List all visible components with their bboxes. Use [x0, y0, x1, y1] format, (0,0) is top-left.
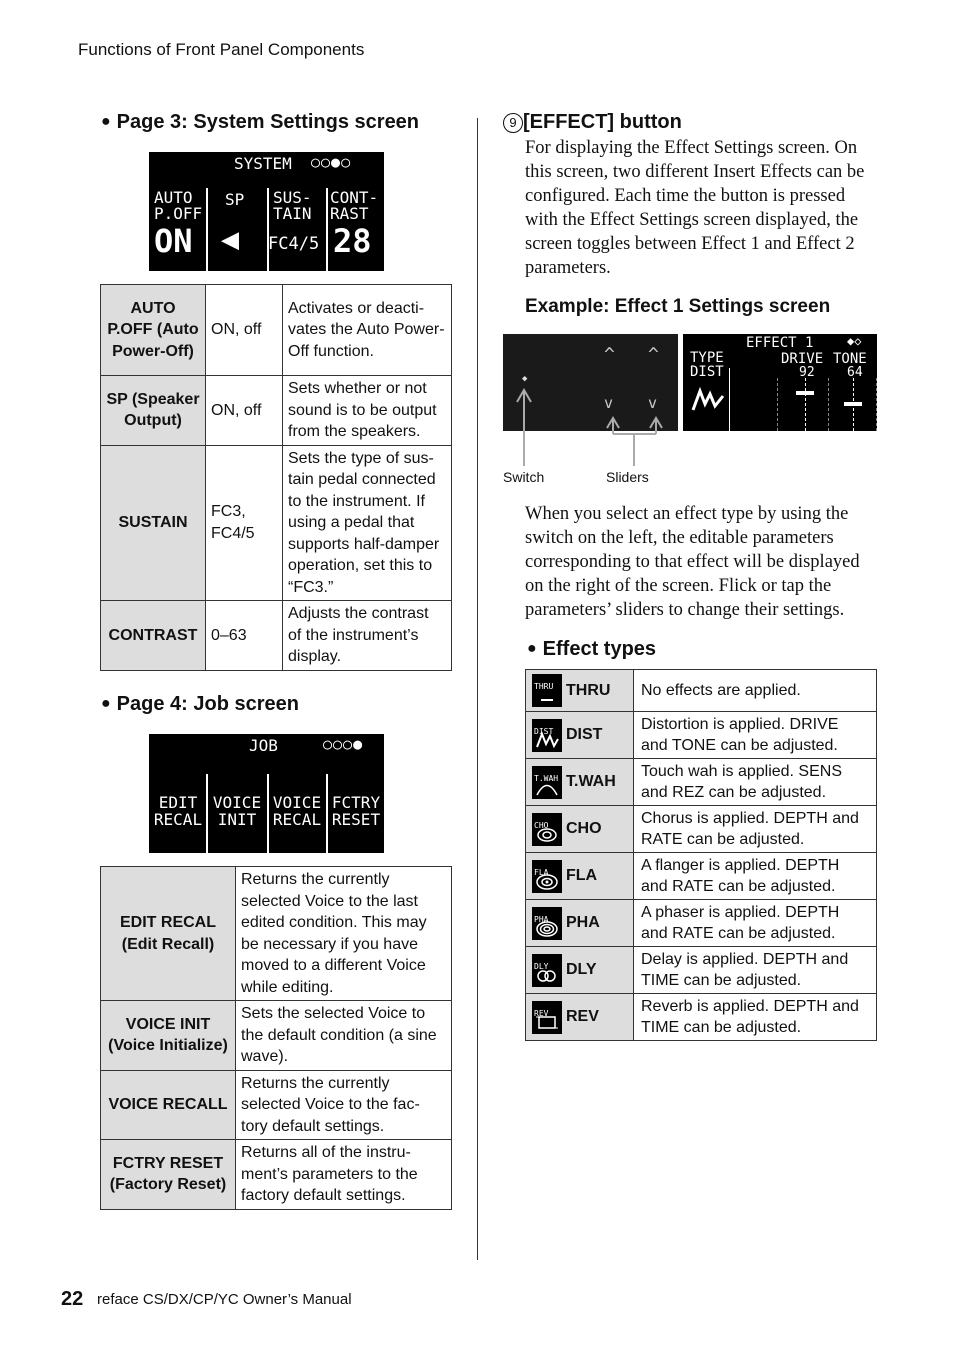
lcd-page-dots: ○○●○ — [311, 153, 352, 171]
effect-name: THRU — [562, 670, 634, 712]
param-values: FC3, FC4/5 — [206, 445, 283, 601]
lcd-title: SYSTEM — [234, 154, 292, 173]
lcd-voice-init: VOICE INIT — [212, 793, 262, 829]
flanger-icon: FLA — [526, 853, 563, 900]
effect-desc: A flanger is applied. DEPTH and RATE can be adjusted. — [634, 853, 877, 900]
effect-types-heading — [527, 638, 656, 661]
job-table — [100, 866, 452, 1210]
job-desc: Returns the currently selected Voice to the last edited condition. This may be necessary if you have moved to a different Voice while editing. — [236, 867, 452, 1001]
table-row — [526, 712, 877, 759]
page3-title: Page 3: System Settings screen — [116, 111, 420, 133]
effect-instructions: When you select an effect type by using the switch on the left, the editable parameters corresponding to that effect will be displayed on the right of the screen. Flick or tap the parameters’ sliders to change their settings. — [525, 504, 860, 620]
effect-name: CHO — [562, 806, 634, 853]
table-row — [526, 759, 877, 806]
system-lcd — [149, 152, 384, 271]
effect-lcd-right — [683, 334, 877, 431]
lcd-page-dots: ◆◇ — [847, 334, 862, 348]
lcd-contrast: CONT- RAST — [330, 188, 379, 223]
table-row — [526, 947, 877, 994]
lcd-sp: SP — [225, 190, 245, 209]
param-desc: Adjusts the contrast of the instrument’s display. — [283, 601, 452, 671]
effect-name: FLA — [562, 853, 634, 900]
lcd-tone-value: 64 — [847, 365, 863, 380]
param-name: CONTRAST — [101, 601, 206, 671]
effect-name: DIST — [562, 712, 634, 759]
lcd-auto-poff: AUTO P.OFF — [154, 188, 203, 223]
job-desc: Returns the currently selected Voice to the fac-tory default settings. — [236, 1070, 452, 1140]
bullet-icon: ● — [101, 113, 111, 130]
bullet-icon: ● — [527, 640, 537, 657]
param-name: SUSTAIN — [101, 445, 206, 601]
table-row — [526, 900, 877, 947]
circled-number-icon: 9 — [503, 113, 523, 133]
running-header: Functions of Front Panel Components — [78, 40, 365, 59]
effect-name: T.WAH — [562, 759, 634, 806]
column-divider — [477, 118, 478, 1260]
lcd-page-dots: ○○○● — [323, 735, 364, 753]
param-values: ON, off — [206, 376, 283, 446]
manual-title: reface CS/DX/CP/YC Owner’s Manual — [97, 1291, 352, 1308]
param-name: AUTO P.OFF (Auto Power-Off) — [101, 285, 206, 376]
thru-icon: THRU — [526, 670, 563, 712]
effect-name: PHA — [562, 900, 634, 947]
effect-desc: Delay is applied. DEPTH and TIME can be adjusted. — [634, 947, 877, 994]
lcd-contrast-value: 28 — [333, 222, 372, 260]
effect-types-title: Effect types — [542, 638, 657, 660]
lcd-sustain-value: FC4/5 — [268, 234, 320, 254]
effect-desc: Distortion is applied. DRIVE and TONE can be adjusted. — [634, 712, 877, 759]
lcd-fctry-reset: FCTRY RESET — [331, 793, 381, 829]
lcd-title: JOB — [249, 736, 278, 755]
reverb-icon: REV — [526, 994, 563, 1041]
table-row — [101, 601, 452, 671]
job-desc: Sets the selected Voice to the default condition (a sine wave). — [236, 1001, 452, 1071]
param-desc: Sets whether or not sound is to be output from the speakers. — [283, 376, 452, 446]
job-desc: Returns all of the instru-ment’s parameters to the factory default settings. — [236, 1140, 452, 1210]
page4-heading — [101, 693, 299, 716]
example-title: Example: Effect 1 Settings screen — [525, 296, 831, 317]
param-name: SP (Speaker Output) — [101, 376, 206, 446]
job-name: VOICE INIT (Voice Initialize) — [101, 1001, 236, 1071]
delay-icon: DLY — [526, 947, 563, 994]
switch-dot-icon: ◆ — [522, 374, 528, 384]
phaser-icon: PHA — [526, 900, 563, 947]
page4-title: Page 4: Job screen — [116, 693, 299, 715]
table-row — [101, 867, 452, 1001]
speaker-muted-icon: ◀ — [221, 222, 240, 257]
table-row — [526, 853, 877, 900]
table-row — [526, 994, 877, 1041]
bullet-icon: ● — [101, 695, 111, 712]
lcd-title: EFFECT 1 — [746, 335, 814, 351]
table-row — [526, 670, 877, 712]
chevron-up-icon: ^ — [604, 344, 615, 365]
dist-icon: DIST — [526, 712, 563, 759]
effect-desc: Touch wah is applied. SENS and REZ can be adjusted. — [634, 759, 877, 806]
effect-desc: Chorus is applied. DEPTH and RATE can be adjusted. — [634, 806, 877, 853]
tone-slider-handle[interactable] — [844, 402, 862, 406]
job-lcd — [149, 734, 384, 853]
table-row — [101, 445, 452, 601]
job-name: EDIT RECAL (Edit Recall) — [101, 867, 236, 1001]
table-row — [101, 1140, 452, 1210]
switch-label: Switch — [503, 469, 545, 485]
job-name: FCTRY RESET (Factory Reset) — [101, 1140, 236, 1210]
table-row — [101, 376, 452, 446]
distortion-wave-icon — [691, 386, 725, 412]
drive-slider-handle[interactable] — [796, 391, 814, 395]
param-values: 0–63 — [206, 601, 283, 671]
effect-desc: Reverb is applied. DEPTH and TIME can be adjusted. — [634, 994, 877, 1041]
table-row — [101, 1070, 452, 1140]
chevron-down-icon: v — [604, 394, 614, 412]
lcd-edit-recal: EDIT RECAL — [153, 793, 203, 829]
effect-title: [EFFECT] button — [523, 111, 682, 133]
lcd-tone: TONE — [833, 351, 867, 367]
page3-heading — [101, 111, 419, 134]
system-settings-table — [100, 284, 452, 671]
chevron-up-icon: ^ — [648, 344, 659, 365]
lcd-type: TYPE DIST — [690, 350, 724, 380]
param-desc: Sets the type of sus-tain pedal connected to the instrument. If using a pedal that supports half-damper operation, set this to “FC3.” — [283, 445, 452, 601]
lcd-auto-poff-value: ON — [154, 222, 193, 260]
table-row — [101, 1001, 452, 1071]
lcd-drive-value: 92 — [799, 365, 815, 380]
table-row — [526, 806, 877, 853]
sliders-label: Sliders — [606, 469, 649, 485]
job-name: VOICE RECALL — [101, 1070, 236, 1140]
table-row — [101, 285, 452, 376]
effect-name: REV — [562, 994, 634, 1041]
chevron-down-icon: v — [648, 394, 658, 412]
twah-icon: T.WAH — [526, 759, 563, 806]
effect-types-table — [525, 669, 877, 1041]
page-number: 22 — [61, 1288, 84, 1310]
callout-arrows — [503, 380, 683, 470]
chorus-icon: CHO — [526, 806, 563, 853]
lcd-drive: DRIVE — [781, 351, 824, 367]
param-desc: Activates or deacti-vates the Auto Power-Off function. — [283, 285, 452, 376]
effect-heading — [503, 111, 682, 134]
effect-desc: A phaser is applied. DEPTH and RATE can be adjusted. — [634, 900, 877, 947]
param-values: ON, off — [206, 285, 283, 376]
effect-desc: No effects are applied. — [634, 670, 877, 712]
lcd-sustain: SUS- TAIN — [273, 188, 312, 223]
lcd-voice-recal: VOICE RECAL — [272, 793, 322, 829]
effect-name: DLY — [562, 947, 634, 994]
effect-description: For displaying the Effect Settings screen. On this screen, two different Insert Effects can be configured. Each time the button is pressed with the Effect Settings screen displayed, the screen toggles between Effect 1 and Effect 2 parameters. — [525, 138, 865, 278]
